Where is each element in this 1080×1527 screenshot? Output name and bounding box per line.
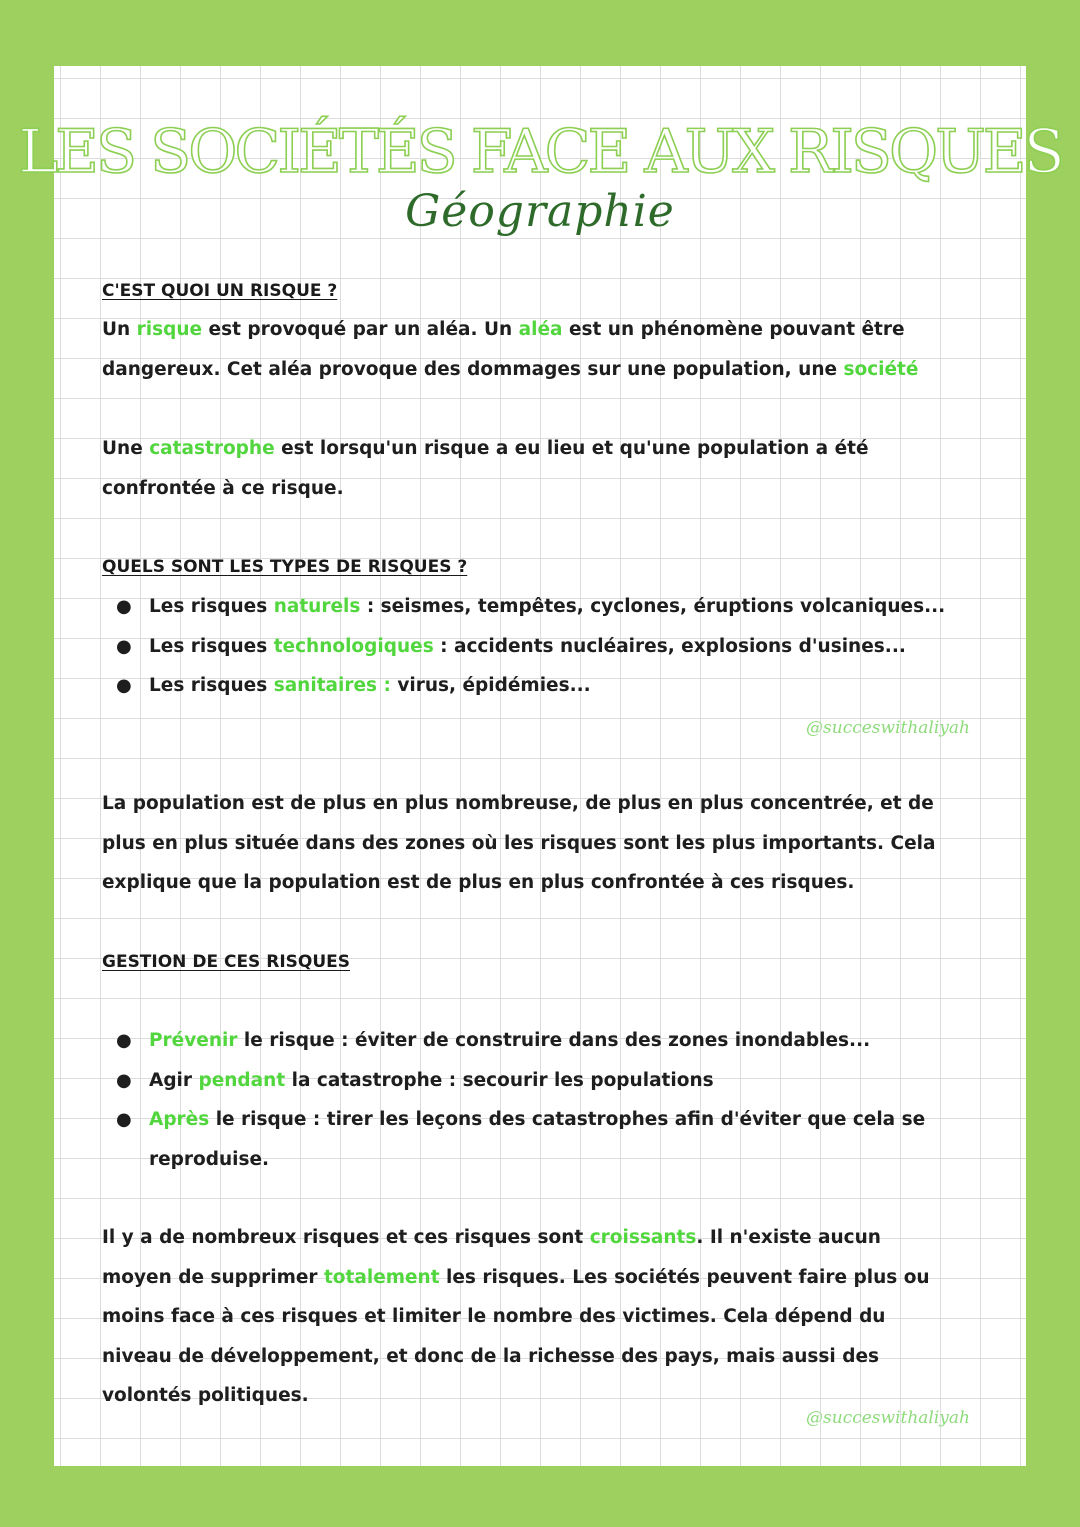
heading-what-is-risk: C'EST QUOI UN RISQUE ? [102,281,338,301]
signature-watermark: @succeswithaliyah [806,718,970,738]
page-subtitle: Géographie [405,186,675,237]
paragraph-population: La population est de plus en plus nombreuse, de plus en plus concentrée, et de plus en plus située dans des zones où les risques sont les plus importants. Cela explique que la population est de plus en plus confrontée à ces risques. [102,793,936,893]
risk-management-list [112,1021,992,1179]
list-item: ● Prévenir le risque : éviter de construire dans des zones inondables... [112,1021,992,1061]
highlight-croissants: croissants [589,1227,697,1248]
bullet-icon: ● [116,635,132,657]
paragraph-conclusion: Il y a de nombreux risques et ces risques sont croissants. Il n'existe aucun moyen de supprimer totalement les risques. Les sociétés peuvent faire plus ou moins face à ces risques et limiter le nombre des victimes. Cela dépend du niveau de développement, et donc de la richesse des pays, mais aussi des volontés politiques. [102,1227,930,1406]
list-item: ● Les risques sanitaires : virus, épidémies... [112,666,992,706]
list-item: ● Les risques naturels : seismes, tempêtes, cyclones, éruptions volcaniques... [112,587,992,627]
list-item: ● Les risques technologiques : accidents nucléaires, explosions d'usines... [112,627,992,667]
bullet-icon: ● [116,1109,132,1130]
bullet-icon: ● [116,1069,132,1091]
heading-risk-types: QUELS SONT LES TYPES DE RISQUES ? [102,557,468,577]
paragraph-catastrophe-definition: Une catastrophe est lorsqu'un risque a eu lieu et qu'une population a été confrontée à ce risque. [102,438,869,499]
bullet-icon: ● [116,1030,132,1051]
signature-watermark: @succeswithaliyah [806,1408,970,1428]
risk-types-list [112,587,992,706]
highlight-catastrophe: catastrophe [149,438,275,459]
highlight-alea: aléa [518,319,563,340]
bullet-icon: ● [116,596,132,617]
highlight-totalement: totalement [323,1266,440,1288]
page-title: LES SOCIÉTÉS FACE AUX RISQUES [18,117,1062,187]
highlight-societe: société [843,358,919,380]
list-item: ● Agir pendant la catastrophe : secourir les populations [112,1061,992,1101]
list-item: ● Après le risque : tirer les leçons des catastrophes afin d'éviter que cela se reproduise. [112,1100,992,1179]
highlight-risque: risque [136,319,203,340]
paragraph-risk-definition: Un risque est provoqué par un aléa. Un aléa est un phénomène pouvant être dangereux. Cet aléa provoque des dommages sur une population, une société [102,319,919,380]
heading-risk-management: GESTION DE CES RISQUES [102,952,350,972]
bullet-icon: ● [116,675,132,696]
